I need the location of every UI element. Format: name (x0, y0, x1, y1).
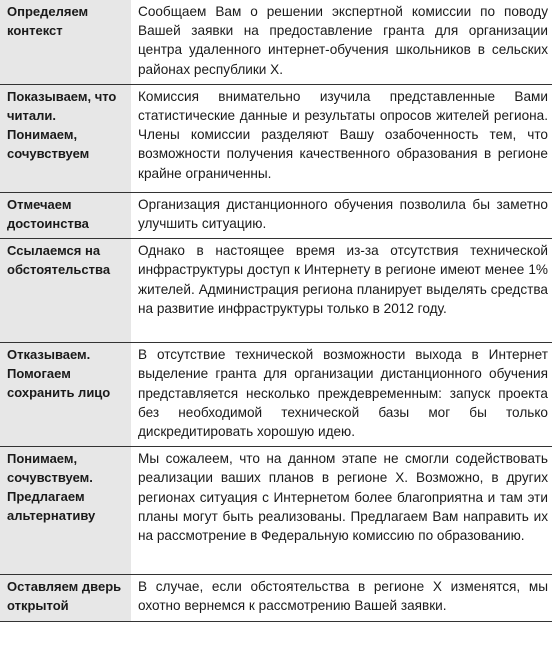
example-text: Мы сожалеем, что на данном этапе не смогли содействовать реализации ваших планов в регионе X. Возможно, в других регионах ситуация с Интернетом более благоприятна и там эти планы могут быть реализованы. Предлагаем Вам направить их на рассмотрение в Федеральную комиссию по образованию. (138, 451, 548, 544)
example-text: В случае, если обстоятельства в регионе X изменятся, мы охотно вернемся к рассмотрению Вашей заявки. (138, 579, 548, 614)
table-row (0, 84, 552, 192)
table-row (0, 0, 552, 84)
example-cell (131, 343, 552, 447)
example-cell (131, 0, 552, 84)
example-cell (131, 575, 552, 621)
step-label: Отмечаем достоинства (7, 196, 89, 231)
table-row (0, 343, 552, 447)
step-cell (0, 343, 131, 447)
step-cell (0, 0, 131, 84)
step-label: Показываем, что читали. Понимаем, сочувствуем (7, 88, 117, 161)
table-row (0, 192, 552, 238)
example-cell (131, 192, 552, 238)
step-label: Понимаем, сочувствуем. Предлагаем альтернативу (7, 451, 96, 524)
table-row (0, 239, 552, 343)
step-cell (0, 239, 131, 343)
example-text: В отсутствие технической возможности выхода в Интернет выделение гранта для организации дистанционного обучения представляется несколько преждевременным: запуск проекта без необходимой технической базы мог бы только дискредитировать хорошую идею. (138, 347, 548, 440)
step-cell (0, 192, 131, 238)
example-cell (131, 239, 552, 343)
table-row (0, 575, 552, 621)
step-label: Отказываем. Помогаем сохранить лицо (7, 347, 111, 401)
example-text: Сообщаем Вам о решении экспертной комиссии по поводу Вашей заявки на предоставление гранта для организации центра удаленного интернет-обучения школьников в сельских районах республики X. (138, 4, 548, 77)
step-cell (0, 84, 131, 192)
example-text: Однако в настоящее время из-за отсутствия технической инфраструктуры доступ к Интернету в регионе имеют менее 1% жителей. Администрация региона планирует выделять средства на развитие инфраструктуры только в 2012 году. (138, 243, 548, 316)
step-cell (0, 575, 131, 621)
step-cell (0, 447, 131, 575)
step-label: Ссылаемся на обстоятельства (7, 243, 111, 278)
step-label: Определяем контекст (7, 4, 89, 38)
example-text: Комиссия внимательно изучила представленные Вами статистические данные и результаты опросов жителей региона. Члены комиссии разделяют Вашу озабоченность тем, что возможности получения качественного образования в регионе крайне ограниченны. (138, 88, 548, 181)
example-text: Организация дистанционного обучения позволила бы заметно улучшить ситуацию. (138, 196, 548, 232)
step-label: Оставляем дверь открытой (7, 579, 122, 614)
table-row (0, 447, 552, 575)
example-cell (131, 447, 552, 575)
example-cell (131, 84, 552, 192)
